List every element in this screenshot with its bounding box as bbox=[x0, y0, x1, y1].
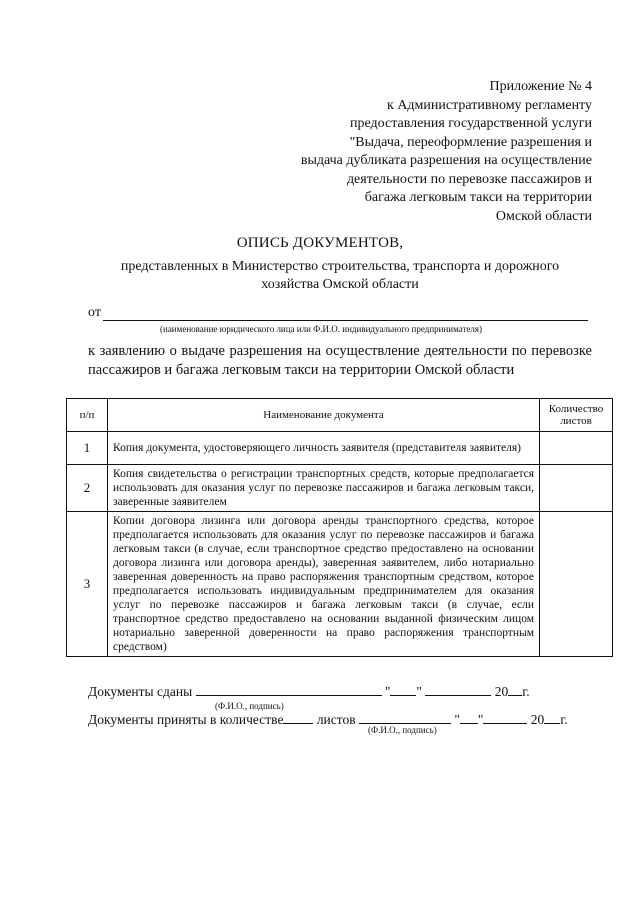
accepted-count-blank bbox=[283, 711, 313, 724]
row-number: 2 bbox=[67, 465, 108, 512]
row-number: 3 bbox=[67, 512, 108, 657]
accepted-year-suffix: г. bbox=[560, 712, 568, 727]
document-subtitle bbox=[70, 258, 610, 294]
appendix-line: предоставления государственной услуги bbox=[350, 116, 592, 131]
table-row bbox=[67, 432, 613, 465]
accepted-year-blank bbox=[544, 711, 560, 724]
submitted-year-suffix: г. bbox=[522, 684, 530, 699]
accepted-month-blank bbox=[483, 711, 527, 724]
row-document-name: Копии договора лизинга или договора аренды транспортного средства, которое предполагается использовать для оказания услуг по перевозке пассажиров и багажа легковым такси (в случае, если транспортное средство предоставлено на основании договора лизинга или договора аренды), заверенная заявителем, либо нотариально заверенная доверенность на право распоряжения транспортным средством, которое предполагается использовать индивидуальным предпринимателем для оказания услуг по перевозке пассажиров и багажа легковым такси (в случае, если транспортное средство предоставлено на основании выданной физическим лицом нотариально заверенной доверенности на право распоряжения транспортным средством) bbox=[108, 512, 540, 657]
appendix-line: Приложение № 4 bbox=[489, 79, 592, 94]
appendix-line: деятельности по перевозке пассажиров и bbox=[346, 171, 592, 187]
row-document-name: Копия документа, удостоверяющего личность заявителя (представителя заявителя) bbox=[108, 432, 540, 465]
appendix-line: Омской области bbox=[495, 208, 592, 224]
row-sheet-count bbox=[540, 465, 613, 512]
statement-text: к заявлению о выдаче разрешения на осуществление деятельности по перевозке пассажиров и багажа легковым такси на территории Омской области bbox=[88, 343, 592, 378]
accepted-name-blank bbox=[359, 711, 451, 724]
submitted-year-prefix: 20 bbox=[494, 684, 509, 699]
submitted-name-blank bbox=[196, 683, 382, 696]
submitted-year-blank bbox=[508, 683, 522, 696]
submitted-line bbox=[88, 683, 530, 700]
row-number: 1 bbox=[67, 432, 108, 465]
table-row bbox=[67, 465, 613, 512]
submitted-caption: (Ф.И.О., подпись) bbox=[215, 701, 284, 711]
document-title: ОПИСЬ ДОКУМЕНТОВ, bbox=[236, 235, 404, 251]
row-document-name: Копия свидетельства о регистрации транспортных средств, которые предполагается использовать для оказания услуг по перевозке пассажиров и багажа легковым такси, заверенные заявителем bbox=[108, 465, 540, 512]
accepted-quote-open: " bbox=[454, 712, 460, 727]
accepted-label: Документы приняты в количестве bbox=[88, 712, 284, 727]
subtitle-line: хозяйства Омской области bbox=[261, 277, 419, 292]
accepted-line bbox=[88, 711, 568, 728]
accepted-year-prefix: 20 bbox=[530, 712, 545, 727]
header-number: п/п bbox=[67, 399, 108, 432]
row-sheet-count bbox=[540, 512, 613, 657]
row-sheet-count bbox=[540, 432, 613, 465]
table-header-row bbox=[67, 399, 613, 432]
appendix-line: "Выдача, переоформление разрешения и bbox=[349, 134, 592, 150]
from-caption: (наименование юридического лица или Ф.И.О. индивидуального предпринимателя) bbox=[160, 324, 483, 334]
from-label: от bbox=[88, 305, 101, 320]
accepted-caption: (Ф.И.О., подпись) bbox=[368, 725, 437, 735]
appendix-header bbox=[262, 78, 592, 226]
subtitle-line: представленных в Министерство строительства, транспорта и дорожного bbox=[120, 259, 560, 274]
submitted-day-blank bbox=[390, 683, 416, 696]
table-row bbox=[67, 512, 613, 657]
submitted-month-blank bbox=[425, 683, 491, 696]
accepted-sheets-label: листов bbox=[316, 712, 356, 727]
accepted-day-blank bbox=[460, 711, 478, 724]
appendix-line: багажа легковым такси на территории bbox=[364, 190, 592, 205]
header-document-name: Наименование документа bbox=[108, 399, 540, 432]
submitted-quote-close: " bbox=[416, 684, 422, 699]
appendix-line: к Административному регламенту bbox=[387, 97, 592, 113]
from-field bbox=[88, 305, 588, 321]
from-blank-line bbox=[103, 306, 588, 321]
appendix-line: выдача дубликата разрешения на осуществление bbox=[300, 153, 592, 168]
accepted-quote-close: " bbox=[477, 712, 484, 727]
submitted-label: Документы сданы bbox=[88, 684, 193, 699]
submitted-quote-open: " bbox=[384, 684, 391, 699]
header-sheet-count: Количество листов bbox=[540, 399, 613, 432]
documents-table bbox=[66, 398, 613, 657]
